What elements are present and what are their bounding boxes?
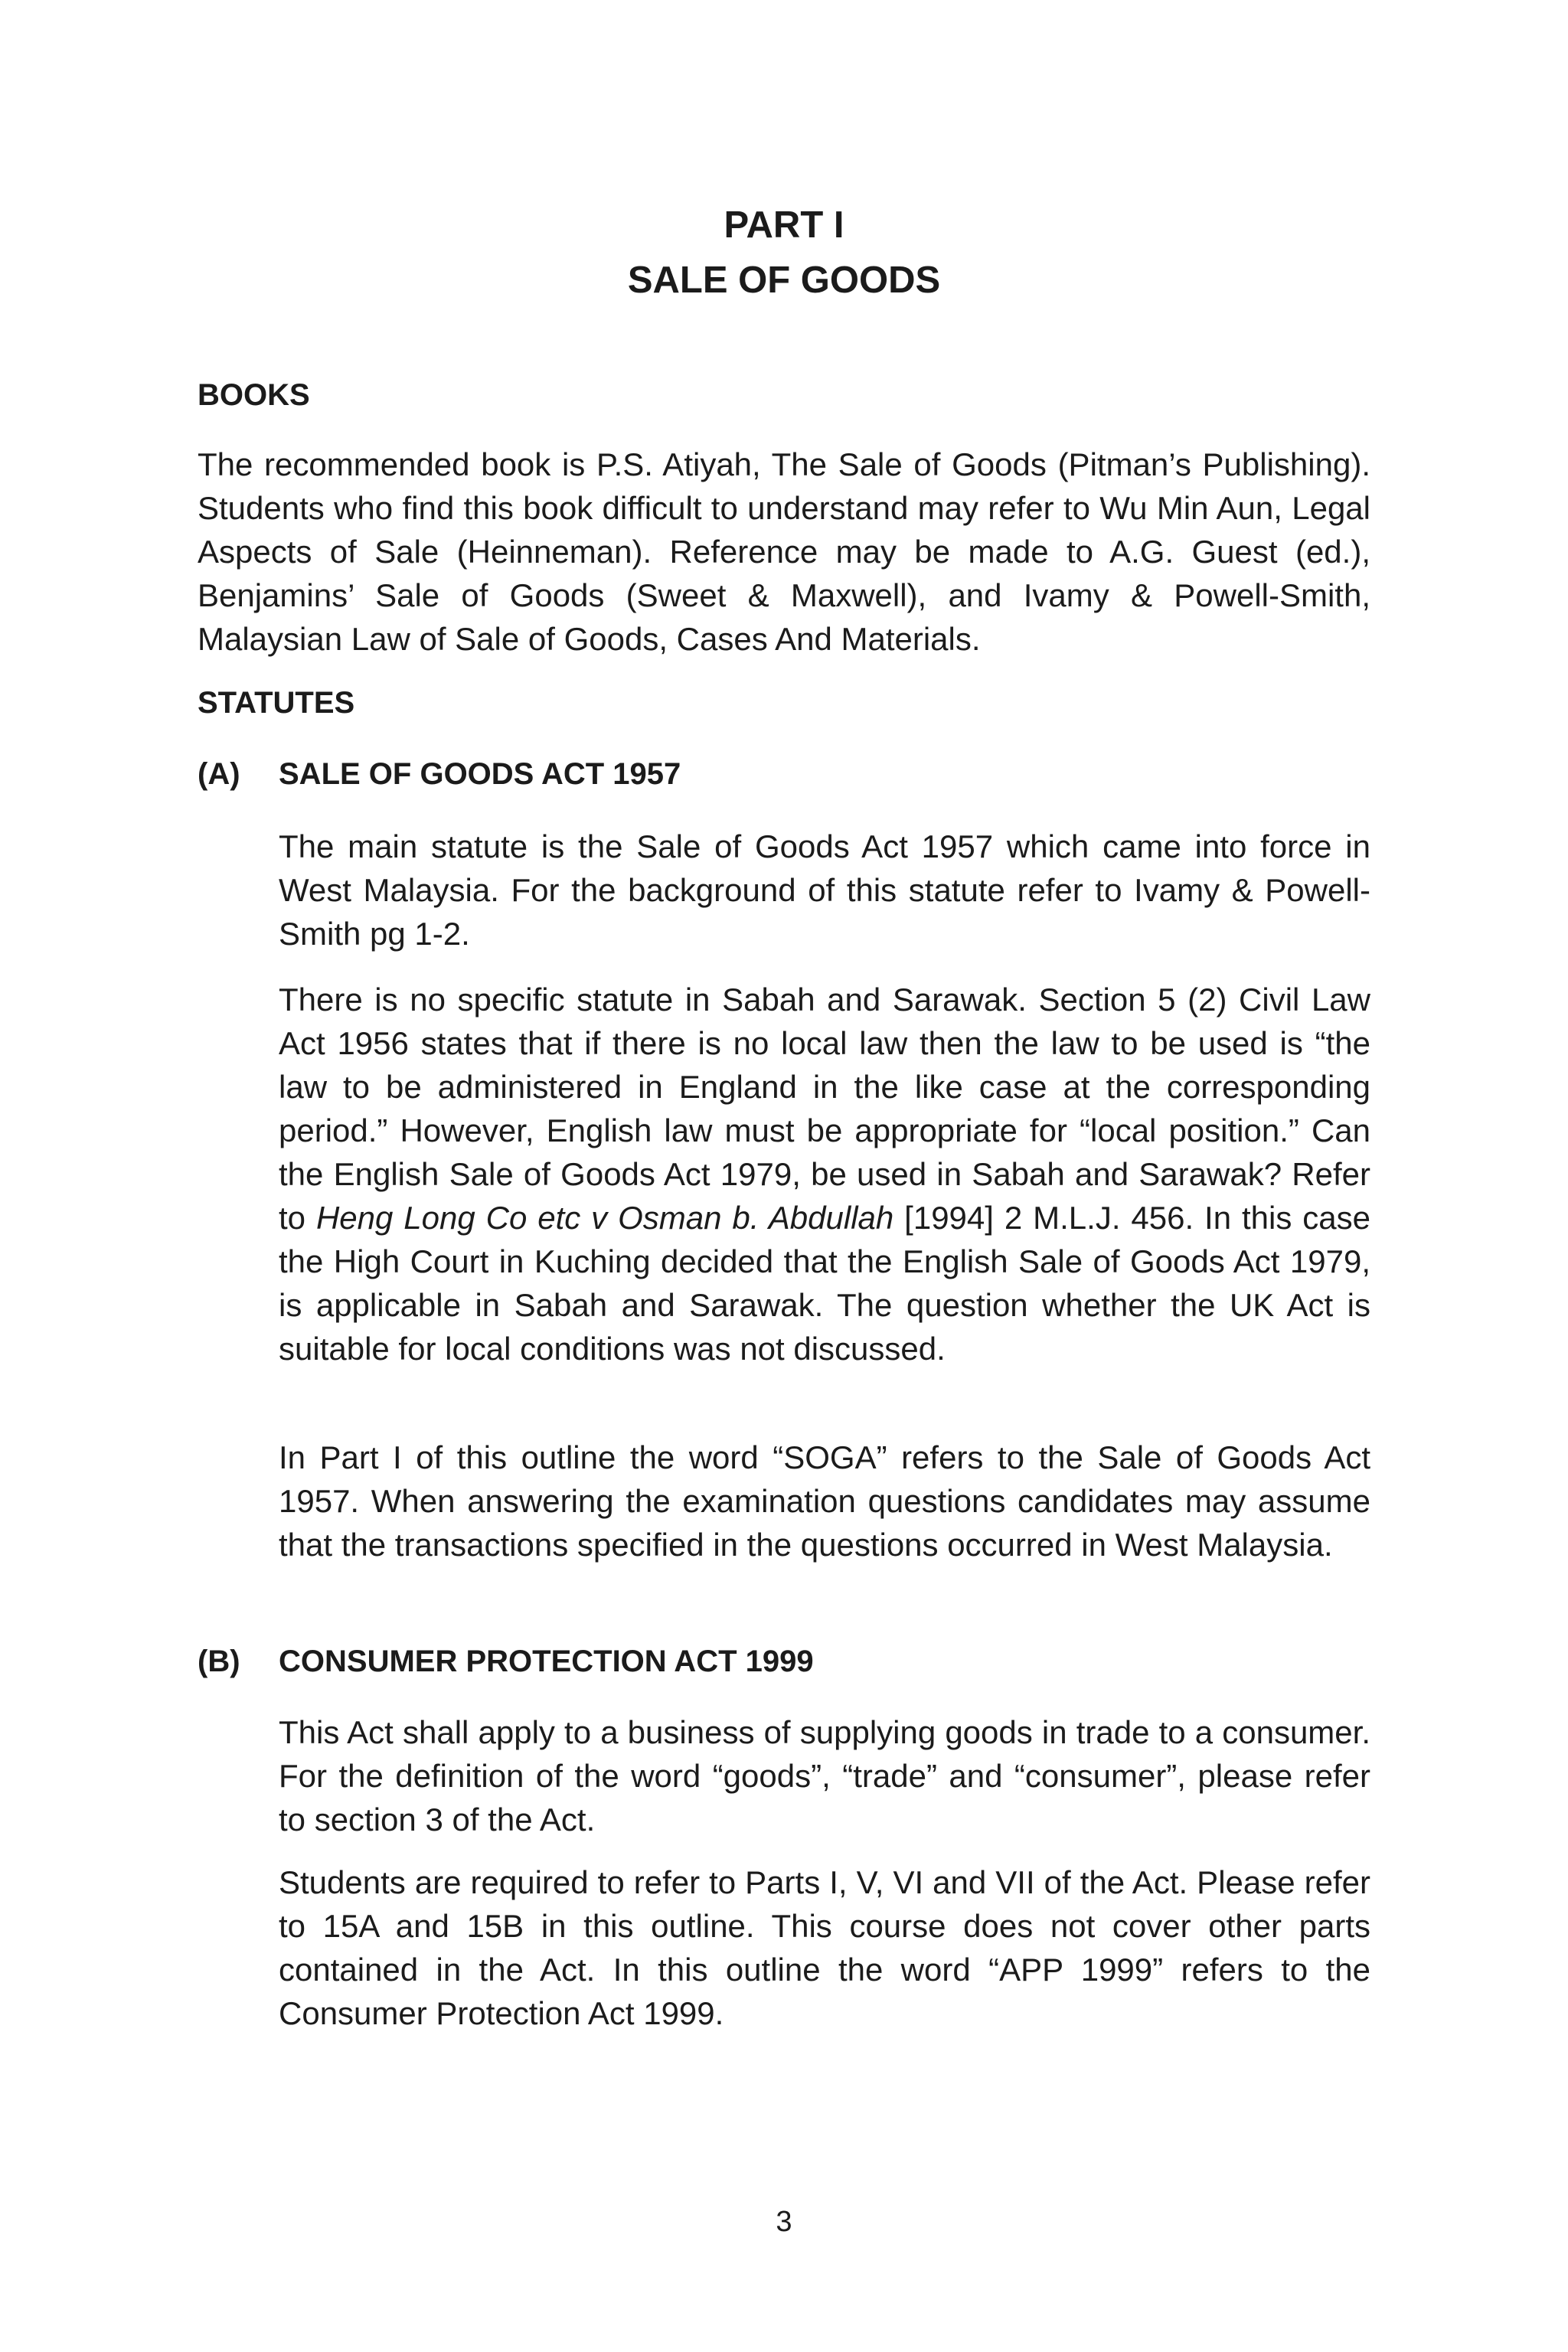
case-citation: Heng Long Co etc v Osman b. Abdullah <box>315 1200 894 1236</box>
title-line-part: PART I <box>724 204 844 246</box>
section-a-heading <box>198 755 681 793</box>
section-a-paragraph-2-text: There is no specific statute in Sabah and Sarawak. Section 5 (2) Civil Law Act 1956 states that if there is no local law then the law to be used is “the law to be administered in England in the like case at the corresponding period.” However, English law must be appropriate for “local position.” Can the English Sale of Goods Act 1979, be used in Sabah and Sarawak? Refer to <box>279 982 1370 1236</box>
title-line-subject: SALE OF GOODS <box>627 260 941 301</box>
books-heading: BOOKS <box>198 378 310 412</box>
section-b-paragraph-1: This Act shall apply to a business of supplying goods in trade to a consumer. For the definition of the word “goods”, “trade” and “consumer”, please refer to section 3 of the Act. <box>279 1714 1370 1838</box>
page-title <box>0 198 1568 308</box>
section-b-paragraph-2: Students are required to refer to Parts I, V, VI and VII of the Act. Please refer to 15A and 15B in this outline. This course does not cover other parts contained in the Act. In this outline the word “APP 1999” refers to the Consumer Protection Act 1999. <box>279 1864 1370 2031</box>
books-paragraph: The recommended book is P.S. Atiyah, The Sale of Goods (Pitman’s Publishing). Students who find this book difficult to understand may refer to Wu Min Aun, Legal Aspects of Sale (Heinneman). Reference may be made to A.G. Guest (ed.), Benjamins’ Sale of Goods (Sweet & Maxwell), and Ivamy & Powell-Smith, Malaysian Law of Sale of Goods, Cases And Materials. <box>198 446 1370 657</box>
section-b-title: CONSUMER PROTECTION ACT 1999 <box>279 1645 814 1678</box>
page-number: 3 <box>776 2206 792 2238</box>
section-a-title: SALE OF GOODS ACT 1957 <box>279 757 681 791</box>
section-a-paragraph-2 <box>279 978 1370 1370</box>
section-a-marker: (A) <box>198 757 240 791</box>
section-b-marker: (B) <box>198 1645 240 1678</box>
statutes-heading: STATUTES <box>198 686 355 720</box>
section-b-heading <box>198 1642 814 1681</box>
section-a-paragraph-2-text-cont: [1994] 2 M.L.J. 456. In this case the High Court in Kuching decided that the English Sale of Goods Act 1979, is applicable in Sabah and Sarawak. The question whether the UK Act is suitable for local conditions was not discussed. <box>279 1200 1370 1367</box>
section-a-paragraph-1: The main statute is the Sale of Goods Act 1957 which came into force in West Malaysia. For the background of this statute refer to Ivamy & Powell-Smith pg 1-2. <box>279 828 1370 952</box>
section-a-paragraph-3: In Part I of this outline the word “SOGA” refers to the Sale of Goods Act 1957. When answering the examination questions candidates may assume that the transactions specified in the questions occurred in West Malaysia. <box>279 1439 1370 1563</box>
